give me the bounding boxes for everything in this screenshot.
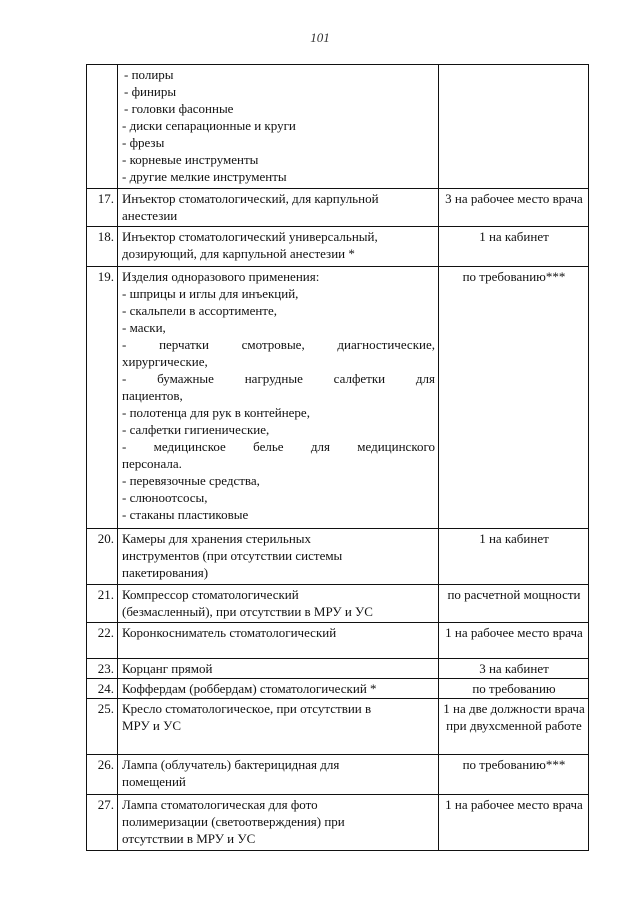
- item-name: [118, 755, 439, 795]
- row-number: [87, 65, 118, 189]
- item-line: - другие мелкие инструменты: [122, 169, 287, 184]
- item-line: Корцанг прямой: [122, 661, 213, 676]
- item-name: [118, 679, 439, 699]
- table-row: [87, 679, 589, 699]
- item-line: Изделия одноразового применения:: [122, 269, 320, 284]
- item-line: - финиры: [124, 84, 177, 99]
- item-name: [118, 65, 439, 189]
- row-number: 23.: [87, 659, 118, 679]
- item-quantity: по расчетной мощности: [439, 585, 589, 623]
- item-line: - слюноотсосы,: [122, 490, 208, 505]
- item-line: Лампа стоматологическая для фото: [122, 797, 318, 812]
- item-line: - полотенца для рук в контейнере,: [122, 405, 310, 420]
- item-line: Компрессор стоматологический: [122, 587, 299, 602]
- item-quantity: по требованию***: [439, 755, 589, 795]
- item-quantity: по требованию***: [439, 267, 589, 529]
- row-number: 22.: [87, 623, 118, 659]
- item-line: - корневые инструменты: [122, 152, 259, 167]
- row-number: 20.: [87, 529, 118, 585]
- item-line: - перевязочные средства,: [122, 473, 260, 488]
- item-line: - диски сепарационные и круги: [122, 118, 296, 133]
- item-name: [118, 623, 439, 659]
- table-row: [87, 65, 589, 189]
- item-line: Коффердам (роббердам) стоматологический *: [122, 681, 377, 696]
- row-number: 21.: [87, 585, 118, 623]
- row-number: 27.: [87, 795, 118, 851]
- item-quantity: 1 на рабочее место врача: [439, 795, 589, 851]
- item-name: [118, 795, 439, 851]
- table-row: [87, 795, 589, 851]
- item-line: Инъектор стоматологический, для карпульной: [122, 191, 379, 206]
- item-name: [118, 529, 439, 585]
- item-line: Лампа (облучатель) бактерицидная для: [122, 757, 340, 772]
- item-line: - медицинское белье для медицинского: [122, 439, 435, 454]
- item-line: - стаканы пластиковые: [122, 507, 249, 522]
- item-quantity: 3 на кабинет: [439, 659, 589, 679]
- item-line: полимеризации (светоотверждения) при: [122, 814, 345, 829]
- table-row: [87, 585, 589, 623]
- item-line: - скальпели в ассортименте,: [122, 303, 278, 318]
- table-row: [87, 623, 589, 659]
- item-line: - бумажные нагрудные салфетки для: [122, 371, 435, 386]
- item-line: - шприцы и иглы для инъекций,: [122, 286, 299, 301]
- item-line: Камеры для хранения стерильных: [122, 531, 312, 546]
- item-quantity: 1 на кабинет: [439, 529, 589, 585]
- item-line: - салфетки гигиенические,: [122, 422, 270, 437]
- item-name: [118, 227, 439, 267]
- item-quantity: 1 на рабочее место врача: [439, 623, 589, 659]
- table-row: [87, 699, 589, 755]
- item-line: инструментов (при отсутствии системы: [122, 548, 343, 563]
- table-row: [87, 267, 589, 529]
- item-quantity: 3 на рабочее место врача: [439, 189, 589, 227]
- item-line: - перчатки смотровые, диагностические,: [122, 337, 435, 352]
- table-row: [87, 659, 589, 679]
- item-quantity: 1 на кабинет: [439, 227, 589, 267]
- item-line: МРУ и УС: [122, 718, 182, 733]
- table-row: [87, 189, 589, 227]
- item-quantity: 1 на две должности врача при двухсменной работе: [439, 699, 589, 755]
- item-line: хирургические,: [122, 354, 208, 369]
- item-line: персонала.: [122, 456, 182, 471]
- item-line: Инъектор стоматологический универсальный,: [122, 229, 378, 244]
- item-line: - фрезы: [122, 135, 165, 150]
- item-name: [118, 585, 439, 623]
- item-line: - полиры: [124, 67, 174, 82]
- item-line: - головки фасонные: [124, 101, 234, 116]
- item-line: Коронкосниматель стоматологический: [122, 625, 337, 640]
- item-line: пакетирования): [122, 565, 209, 580]
- item-line: (безмасленный), при отсутствии в МРУ и УС: [122, 604, 373, 619]
- item-name: [118, 267, 439, 529]
- item-quantity: [439, 65, 589, 189]
- table-row: [87, 227, 589, 267]
- table-row: [87, 529, 589, 585]
- item-quantity: по требованию: [439, 679, 589, 699]
- page-number: 101: [310, 30, 330, 45]
- item-line: анестезии: [122, 208, 178, 223]
- item-name: [118, 189, 439, 227]
- item-line: Кресло стоматологическое, при отсутствии в: [122, 701, 372, 716]
- row-number: 24.: [87, 679, 118, 699]
- table-row: [87, 755, 589, 795]
- item-line: помещений: [122, 774, 186, 789]
- row-number: 17.: [87, 189, 118, 227]
- item-name: [118, 659, 439, 679]
- item-line: - маски,: [122, 320, 166, 335]
- item-line: отсутствии в МРУ и УС: [122, 831, 256, 846]
- row-number: 18.: [87, 227, 118, 267]
- equipment-table: [86, 64, 589, 851]
- row-number: 25.: [87, 699, 118, 755]
- item-line: пациентов,: [122, 388, 183, 403]
- row-number: 19.: [87, 267, 118, 529]
- item-line: дозирующий, для карпульной анестезии *: [122, 246, 355, 261]
- item-name: [118, 699, 439, 755]
- row-number: 26.: [87, 755, 118, 795]
